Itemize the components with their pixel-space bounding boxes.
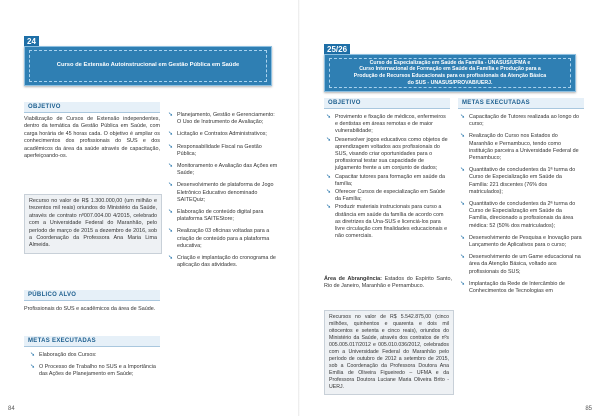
recurso-box: Recursos no valor de R$ 5.542.875,00 (cinco milhões, quinhentos e quarenta e dois mil oitocentos e setenta e cinco reais), oriundos do Ministério da Saúde, através dos contratos de nºs 005.005.017/2012 e 005.010.036/2012, celebrados com a Universidade Federal do Maranhão pelo período de outubro de 2012 a setembro de 2015, sob a Coordenação da Professora Doutora Ana Emília de Oliveira Figueiredo – UFMA e da Professora Doutora Luciane Maria Oliveira Brito - UERJ. [324, 310, 454, 395]
list-item: ➘ Produzir materiais instrucionais para curso a distância em saúde da família de acordo com as diretrizes da Una-SUS e licenciá-los para livre circulação com finalidades educacionais e não comerciais. [326, 204, 448, 240]
publico-alvo-heading: PÚBLICO ALVO [24, 290, 160, 301]
area-abrangencia [324, 276, 452, 291]
list-item: ➘ Elaboração dos Cursos: [30, 352, 97, 358]
arrow-bullet-icon: ➘ [460, 133, 466, 140]
arrow-bullet-icon: ➘ [460, 114, 466, 120]
list-item: ➘ Criação e implantação do cronograma de aplicação das atividades. [168, 255, 276, 269]
objetivo-list [326, 114, 450, 241]
publico-alvo-text: Profissionais do SUS e acadêmicos da área de Saúde. [24, 306, 156, 312]
arrow-bullet-icon: ➘ [168, 112, 174, 118]
list-item: ➘ Capacitar tutores para formação em saúde da família; [326, 173, 445, 187]
list-item: ➘ Capacitação de Tutores realizada ao longo do curso; [460, 114, 579, 128]
section-banner [324, 54, 576, 92]
list-item: ➘ O Processo de Trabalho no SUS e a Importância das Ações de Planejamento em Saúde; [30, 364, 156, 378]
list-item: ➘ Elaboração de conteúdo digital para plataforma SAITEStore; [168, 209, 264, 223]
page-number: 84 [8, 406, 15, 412]
section-number-badge: 24 [24, 36, 39, 47]
list-item: ➘ Monitoramento e Avaliação das Ações em Saúde; [168, 163, 278, 177]
right-page [300, 0, 600, 416]
list-item: ➘ Realização 03 oficinas voltadas para a criação de conteúdo para a plataforma educativa; [168, 228, 270, 249]
page-number: 85 [585, 406, 592, 412]
arrow-bullet-icon: ➘ [460, 280, 466, 287]
arrow-bullet-icon: ➘ [460, 167, 466, 174]
list-item: ➘ Planejamento, Gestão e Gerenciamento: O Uso de Instrumento de Avaliação; [168, 112, 275, 126]
banner-line: do SUS - UNASUS/PROVAB/UERJ. [407, 79, 493, 86]
section-banner [24, 46, 272, 86]
area-text: Estados do Espírito Santo, Rio de Janeiro, Maranhão e Pernambuco. [324, 276, 453, 290]
arrow-bullet-icon: ➘ [326, 189, 332, 196]
metas-list [30, 352, 160, 384]
arrow-bullet-icon: ➘ [30, 364, 36, 371]
list-item: ➘ Quantitativo de concludentes da 1ª turma do Curso de Especialização em Saúde da Família: 221 discentes (76% dos matriculados); [460, 167, 576, 195]
arrow-bullet-icon: ➘ [326, 173, 332, 180]
arrow-bullet-icon: ➘ [30, 352, 36, 358]
list-item: ➘ Implantação da Rede de Intercâmbio de Conhecimentos de Tecnologias em [460, 280, 565, 295]
section-number-badge: 25/26 [324, 44, 350, 55]
arrow-bullet-icon: ➘ [168, 228, 174, 235]
arrow-bullet-icon: ➘ [460, 254, 466, 261]
metas-heading: METAS EXECUTADAS [458, 98, 584, 109]
arrow-bullet-icon: ➘ [168, 209, 174, 216]
arrow-bullet-icon: ➘ [168, 143, 174, 150]
banner-line: Curso de Especialização em Saúde da Família - UNASUS/UFMA e [369, 59, 531, 66]
banner-line: Curso Internacional de Formação em Saúde da Família e Produção para a [359, 66, 541, 73]
arrow-bullet-icon: ➘ [326, 114, 332, 120]
banner-line: Produção de Recursos Educacionais para os profissionais da Atenção Básica [353, 73, 547, 79]
list-item: ➘ Oferecer Cursos de especialização em Saúde da Família; [326, 189, 445, 203]
metas-list [460, 114, 582, 300]
arrow-bullet-icon: ➘ [326, 136, 332, 143]
list-item: ➘ Responsabilidade Fiscal na Gestão Pública; [168, 143, 262, 157]
arrow-bullet-icon: ➘ [168, 182, 174, 189]
arrow-bullet-icon: ➘ [460, 234, 466, 241]
area-label: Área de Abrangência: [324, 276, 382, 282]
banner-title: Curso de Extensão Autoinstrucional em Gestão Pública em Saúde [56, 62, 240, 69]
list-item: ➘ Licitação e Contratos Administrativos; [168, 131, 267, 138]
list-item: ➘ Desenvolvimento de Pesquisa e Inovação para Lançamento de Aplicativos para o curso; [460, 234, 582, 249]
list-item: ➘ Quantitativo de concludentes da 2ª turma do Curso de Especialização em Saúde da Família, direcionado a profissionais da área médica: 52 (50% dos matriculados); [460, 201, 576, 229]
objetivo-heading: OBJETIVO [24, 102, 160, 113]
metas-list-continued [168, 112, 278, 274]
metas-heading: METAS EXECUTADAS [24, 336, 160, 347]
arrow-bullet-icon: ➘ [326, 204, 332, 211]
arrow-bullet-icon: ➘ [460, 201, 466, 208]
arrow-bullet-icon: ➘ [168, 131, 174, 138]
objetivo-heading: OBJETIVO [324, 98, 450, 109]
list-item: ➘ Realização do Curso nos Estados do Maranhão e Pernambuco, tendo como instituição parceira a Universidade Federal de Pernambuco; [460, 133, 579, 162]
list-item: ➘ Provimento e fixação de médicos, enfermeiros e dentistas em áreas remotas e de maior vulnerabilidade; [326, 114, 446, 135]
list-item: ➘ Desenvolvimento de plataforma de Jogo Eletrônico Educativo denominado SAITEQuiz; [168, 182, 274, 203]
arrow-bullet-icon: ➘ [168, 163, 174, 170]
objetivo-text: Viabilização de Cursos de Extensão independentes, dentro da temática da Gestão Pública em Saúde, com carga horária de 45 horas cada. O objetivo é ampliar os conhecimentos dos profissionais do SUS e dos acadêmicos da área da saúde através de capacitação, aperfeiçoando-os. [24, 116, 160, 160]
recurso-box: Recurso no valor de R$ 1.300.000,00 (um milhão e trezentos mil reais) oriundos do Ministério da Saúde, através de contrato nº007.004.00 4/2015, celebrado com a Universidade Federal do Maranhão, pelo período de março de 2015 a dezembro de 2016, sob a Coordenação da Professora Ana Maria Lima Almeida. [24, 194, 162, 254]
list-item: ➘ Desenvolver jogos educativos como objetos de aprendizagem voltados aos profissionais do SUS, visando criar oportunidades para o profissional testar sua capacidade de julgamento frente a um conjunto de dados; [326, 136, 448, 172]
list-item: ➘ Desenvolvimento de um Game educacional na área da Atenção Básica, voltado aos profissionais do SUS; [460, 254, 581, 275]
arrow-bullet-icon: ➘ [168, 255, 174, 262]
